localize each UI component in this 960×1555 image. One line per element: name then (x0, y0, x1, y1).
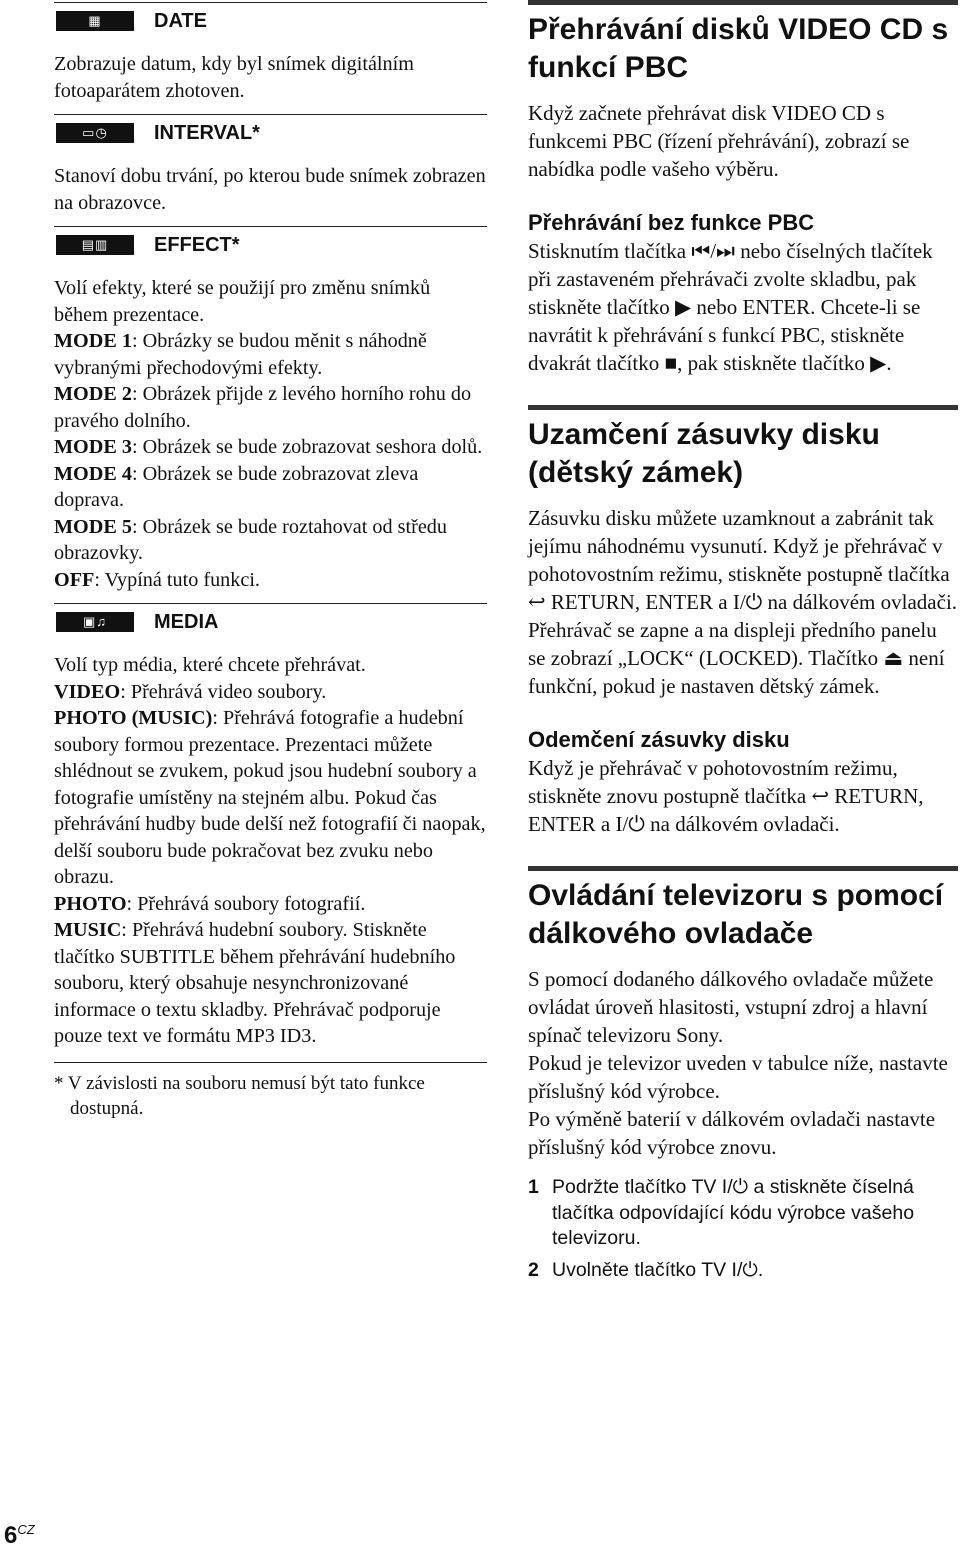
paragraph-mode-5: MODE 5: Obrázek se bude roztahovat od středu obrazovky. (54, 515, 447, 564)
paragraph: Zobrazuje datum, kdy byl snímek digitálním fotoaparátem zhotoven. (54, 53, 414, 102)
paragraph-mode-2: MODE 2: Obrázek přijde z levého horního rohu do pravého dolního. (54, 383, 472, 432)
paragraph-mode-4: MODE 4: Obrázek se bude zobrazovat zleva doprava. (54, 462, 419, 511)
section-body-media (54, 638, 487, 1060)
list-item (528, 1258, 958, 1284)
footnote: * V závislosti na souboru nemusí být tato funkce dostupná. (54, 1072, 425, 1119)
heading-child-lock: Uzamčení zásuvky disku (dětský zámek) (528, 418, 880, 489)
section-title-effect: EFFECT* (154, 234, 240, 256)
paragraph-photo-music: PHOTO (MUSIC): Přehrává fotografie a hudební soubory formou prezentace. Prezentaci můžete shlédnout se zvukem, pokud jsou hudební soubory a fotografie umístěny na stejném albu. Pokud čas přehrávání hudby bude delší než fotografií či naopak, delší souboru bude pokračovat bez zvuku nebo obrazu. (54, 707, 486, 888)
page-number (4, 1522, 35, 1550)
interval-tag (56, 123, 134, 143)
left-column (54, 0, 487, 1121)
heading-tv-control: Ovládání televizoru s pomocí dálkového ovladače (528, 879, 944, 950)
step-number: 2 (528, 1258, 539, 1281)
section-title-media: MEDIA (154, 611, 219, 633)
heading-pbc: Přehrávání disků VIDEO CD s funkcí PBC (528, 13, 949, 84)
section-title-interval: INTERVAL* (154, 122, 260, 144)
section-header-interval (54, 114, 487, 149)
paragraph-off: OFF: Vypíná tuto funkci. (54, 568, 260, 591)
paragraph: Po výměně baterií v dálkovém ovladači nastavte příslušný kód výrobce znovu. (528, 1107, 936, 1159)
section-header-effect (54, 226, 487, 261)
paragraph: S pomocí dodaného dálkového ovladače můžete ovládat úroveň hlasitosti, vstupní zdroj a hlavní spínač televizoru Sony. (528, 967, 934, 1047)
keyword: PHOTO (54, 892, 127, 915)
calendar-icon: ▦ (88, 13, 102, 28)
paragraph-mode-3: MODE 3: Obrázek se bude zobrazovat seshora dolů. (54, 436, 483, 458)
date-tag (56, 11, 134, 31)
step-number: 1 (528, 1176, 539, 1198)
keyword: MUSIC (54, 919, 122, 941)
clock-slides-icon: ▭◷ (82, 125, 108, 140)
section-body-effect (54, 261, 487, 603)
paragraph: Zásuvku disku můžete uzamknout a zabránit tak jejímu náhodnému vysunutí. Když je přehrávač v pohotovostním režimu, stiskněte postupně tlačítka ↩ RETURN, ENTER a I/⏻ na dálkovém ovladači. (528, 506, 958, 614)
paragraph: Volí typ média, které chcete přehrávat. (54, 654, 366, 676)
keyword: OFF (54, 568, 95, 591)
effect-slides-icon: ▤▥ (81, 237, 109, 252)
paragraph: Když je přehrávač v pohotovostním režimu, stiskněte znovu postupně tlačítka ↩ RETURN, ENTER a I/⏻ na dálkovém ovladači. (528, 756, 924, 836)
section-body-interval (54, 149, 487, 226)
paragraph-music: MUSIC: Přehrává hudební soubory. Stiskněte tlačítko SUBTITLE během přehrávání hudebního souboru, který obsahuje nesynchronizované informace o textu skladby. Přehrávač podporuje pouze text ve formátu MP3 ID3. (54, 919, 456, 1047)
list-item (528, 1175, 958, 1252)
paragraph-mode-1: MODE 1: Obrázky se budou měnit s náhodně vybranými přechodovými efekty. (54, 330, 427, 379)
step-text: Podržte tlačítko TV I/⏻ a stiskněte číselná tlačítka odpovídající kódu výrobce vašeho televizoru. (552, 1176, 915, 1249)
page-number-suffix: CZ (17, 1522, 35, 1537)
paragraph: Volí efekty, které se použijí pro změnu snímků během prezentace. (54, 277, 431, 326)
steps-list (528, 1175, 958, 1283)
paragraph: Když začnete přehrávat disk VIDEO CD s funkcemi PBC (řízení přehrávání), zobrazí se nabídka podle vašeho výběru. (528, 101, 910, 181)
media-tag (56, 612, 134, 632)
right-column (528, 0, 958, 1283)
keyword: MODE 2 (54, 383, 132, 405)
keyword: PHOTO (MUSIC) (54, 707, 213, 729)
section-body-date (54, 37, 487, 114)
subheading-unlock: Odemčení zásuvky disku (528, 727, 790, 752)
step-text: Uvolněte tlačítko TV I/⏻. (552, 1258, 764, 1281)
paragraph: Stisknutím tlačítka ⏮/⏭ nebo číselných tlačítek při zastaveném přehrávači zvolte skladbu, pak stiskněte tlačítko ▶ nebo ENTER. Chcete-li se navrátit k přehrávání s funkcí PBC, stiskněte dvakrát tlačítko ■, pak stiskněte tlačítko ▶. (528, 239, 933, 375)
paragraph-video: VIDEO: Přehrává video soubory. (54, 680, 327, 703)
no-pbc-body (528, 237, 958, 377)
section-header-media (54, 603, 487, 638)
paragraph: Pokud je televizor uveden v tabulce níže, nastavte příslušný kód výrobce. (528, 1051, 948, 1103)
paragraph: Stanoví dobu trvání, po kterou bude snímek zobrazen na obrazovce. (54, 165, 486, 214)
unlock-body (528, 754, 958, 838)
pbc-intro (528, 99, 958, 183)
subheading-no-pbc: Přehrávání bez funkce PBC (528, 210, 815, 235)
keyword: MODE 3 (54, 436, 132, 458)
child-lock-body (528, 504, 958, 700)
media-film-music-icon: ▣♫ (82, 614, 108, 629)
section-header-date (54, 2, 487, 37)
effect-tag (56, 235, 134, 255)
keyword: VIDEO (54, 680, 121, 703)
keyword: MODE 1 (54, 330, 132, 352)
page-number-value: 6 (4, 1522, 18, 1549)
section-title-date: DATE (154, 10, 207, 32)
keyword: MODE 4 (54, 462, 132, 485)
tv-control-body (528, 965, 958, 1161)
paragraph: Přehrávač se zapne a na displeji předního panelu se zobrazí „LOCK“ (LOCKED). Tlačítko ⏏ není funkční, pokud je nastaven dětský zámek. (528, 618, 945, 698)
keyword: MODE 5 (54, 515, 132, 538)
paragraph-photo: PHOTO: Přehrává soubory fotografií. (54, 892, 366, 915)
